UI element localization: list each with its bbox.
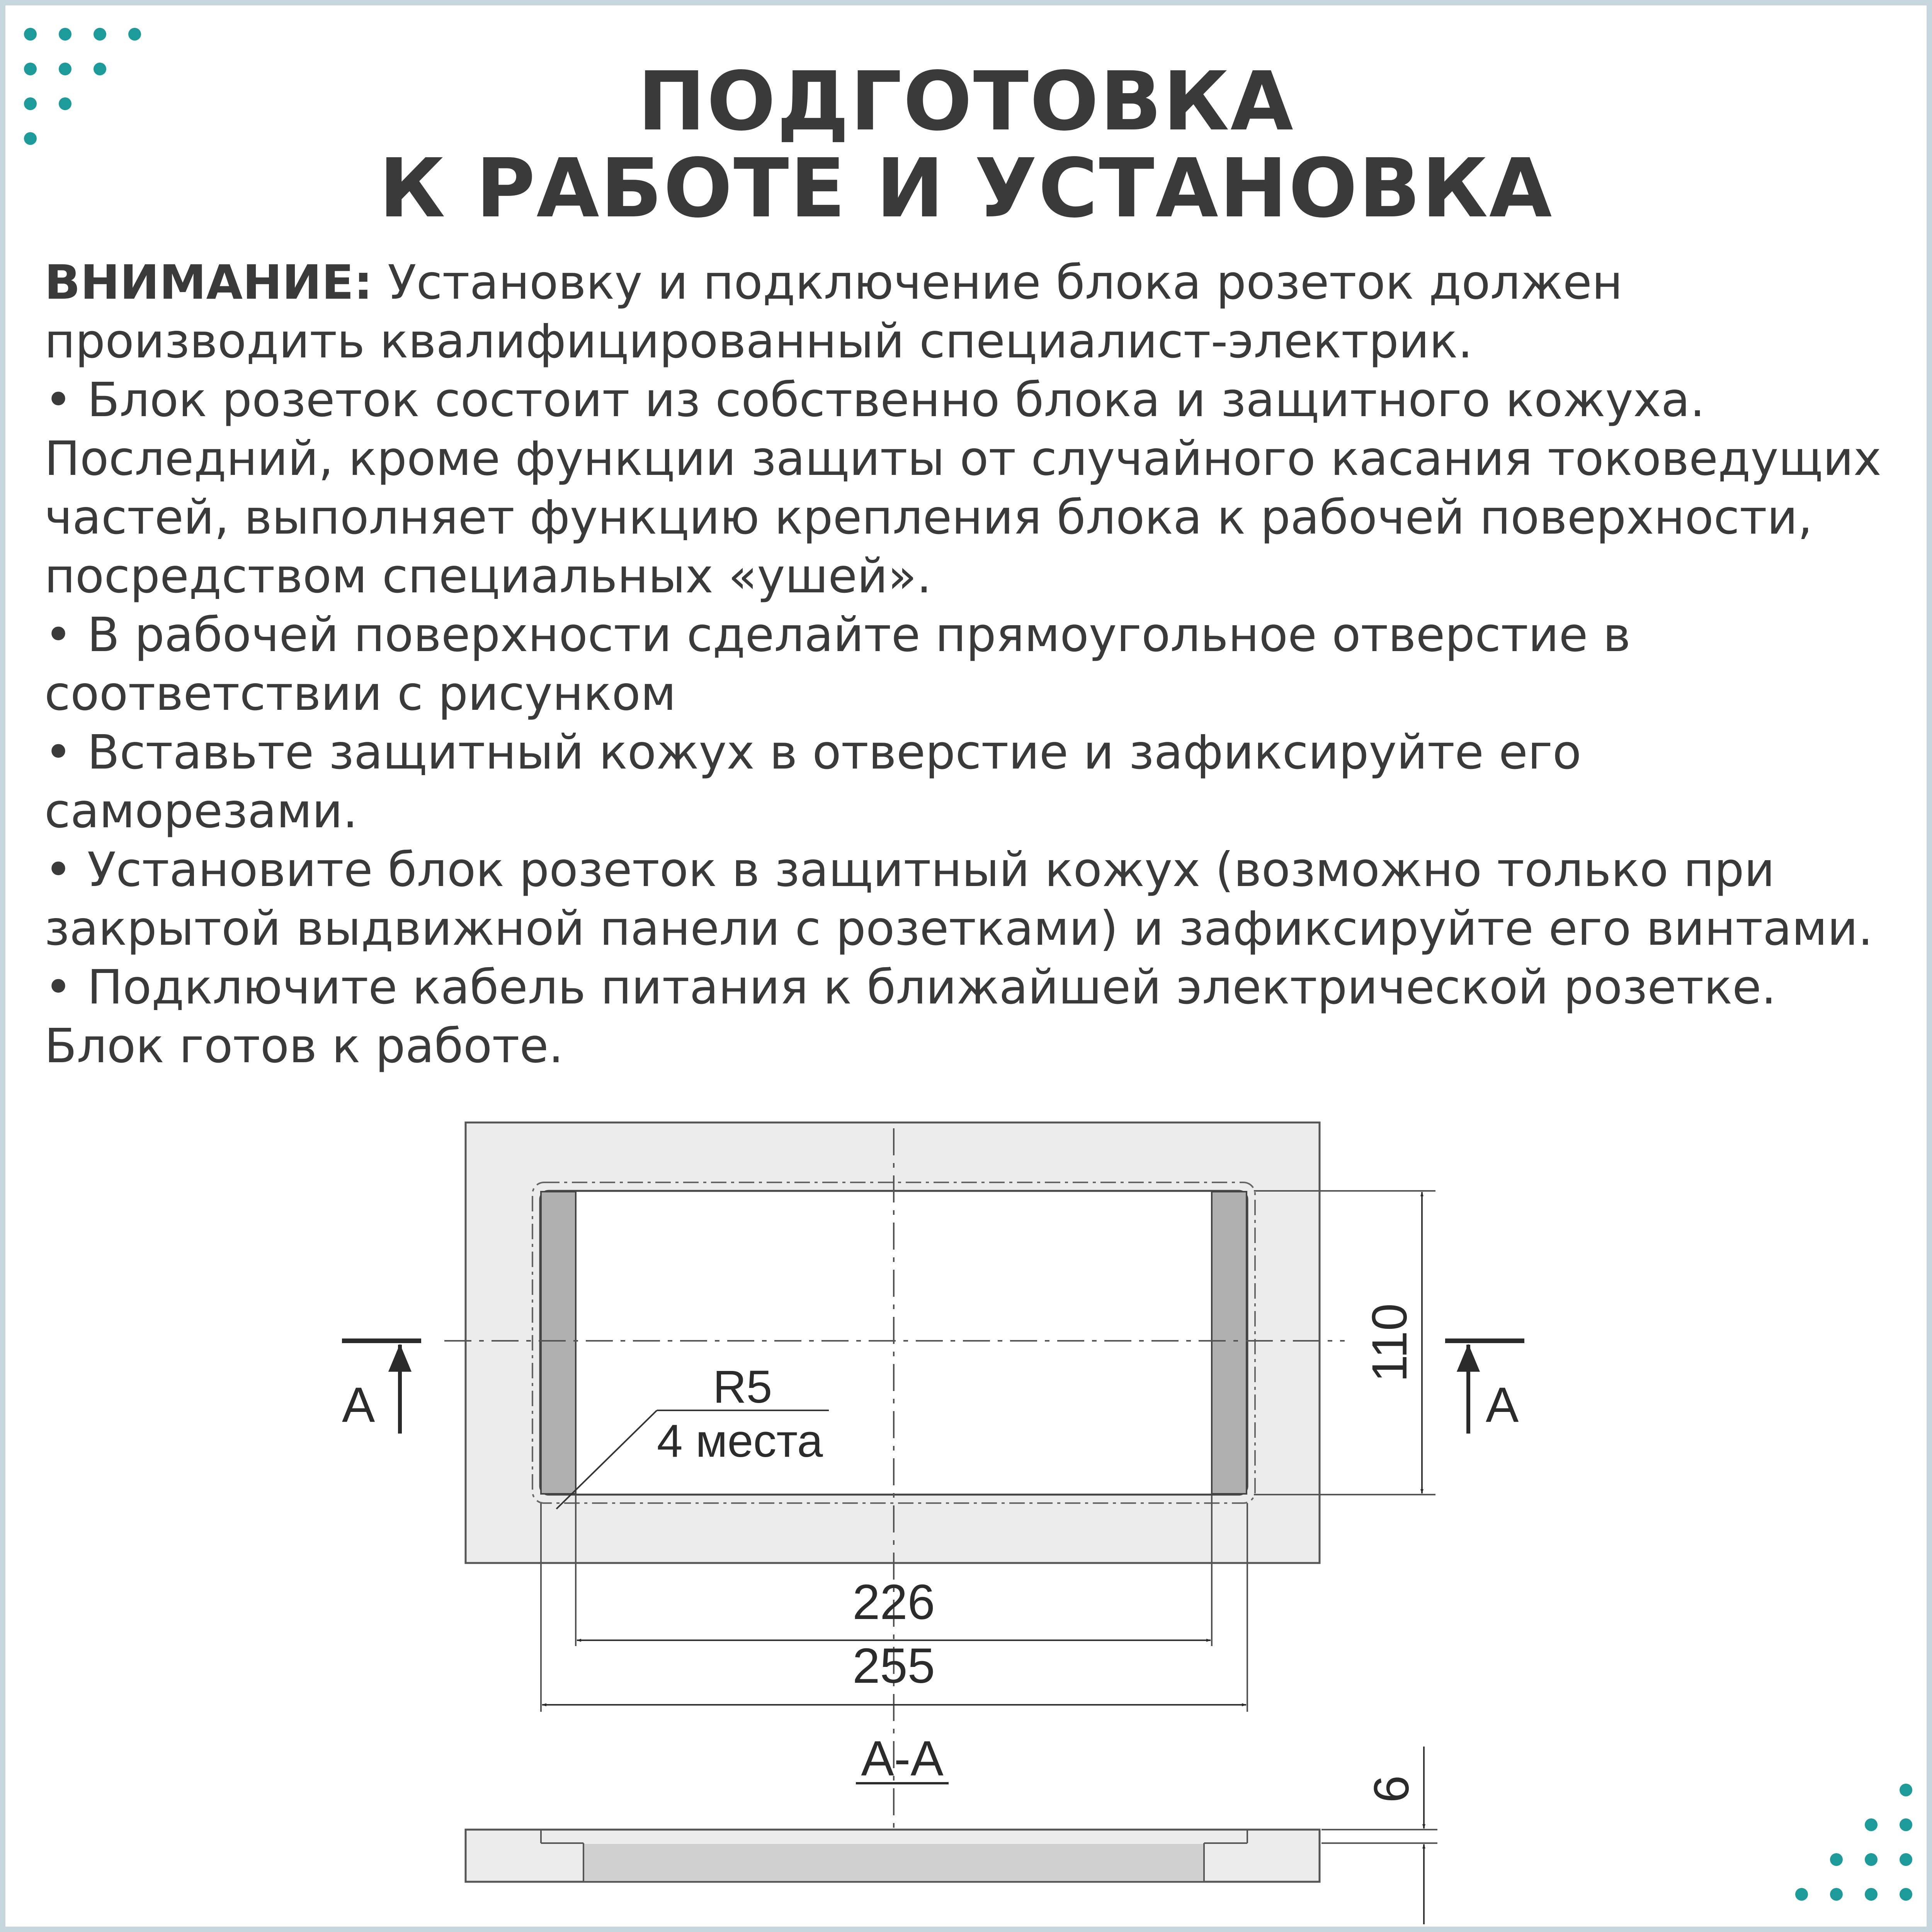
radius-label: R5 <box>713 1361 772 1413</box>
section-mark-left: A <box>342 1378 375 1433</box>
instruction-line: Блок готов к работе. <box>44 1019 564 1073</box>
instruction-line: соответствии с рисунком <box>44 666 676 721</box>
instruction-line: посредством специальных «ушей». <box>44 549 932 604</box>
instruction-line: • Подключите кабель питания к ближайшей электрической розетке. <box>44 960 1777 1015</box>
instruction-line: саморезами. <box>44 784 358 838</box>
title-line-2: К РАБОТЕ И УСТАНОВКА <box>379 141 1553 236</box>
instruction-line: закрытой выдвижной панели с розетками) и зафиксируйте его винтами. <box>44 901 1873 956</box>
instruction-line: производить квалифицированный специалист-электрик. <box>44 314 1473 369</box>
cutout-drawing <box>0 1105 1932 1932</box>
section-title: A-A <box>861 1731 944 1786</box>
dim-outer-width-label: 255 <box>852 1638 935 1694</box>
dim-depth-label: 6 <box>1364 1775 1419 1803</box>
instruction-line: Последний, кроме функции защиты от случайного касания токоведущих <box>44 431 1882 486</box>
page-title <box>0 54 1932 236</box>
title-line-1: ПОДГОТОВКА <box>638 54 1294 149</box>
instruction-line: • В рабочей поверхности сделайте прямоугольное отверстие в <box>44 607 1631 662</box>
left-rail <box>541 1192 576 1494</box>
instructions-text <box>44 253 1907 1075</box>
section-mark-right: A <box>1486 1378 1519 1433</box>
instruction-line: • Установите блок розеток в защитный кожух (возможно только при <box>44 842 1775 897</box>
right-rail <box>1212 1192 1247 1494</box>
radius-count-label: 4 места <box>657 1415 823 1467</box>
instruction-line: частей, выполняет функцию крепления блока к рабочей поверхности, <box>44 490 1813 545</box>
instruction-line: ВНИМАНИЕ: Установку и подключение блока розеток должен <box>44 255 1623 310</box>
instruction-line: • Блок розеток состоит из собственно блока и защитного кожуха. <box>44 372 1705 427</box>
dim-height-label: 110 <box>1362 1303 1417 1383</box>
instruction-line: • Вставьте защитный кожух в отверстие и зафиксируйте его <box>44 725 1582 780</box>
warning-label: ВНИМАНИЕ: <box>44 255 373 310</box>
dim-inner-width-label: 226 <box>852 1575 935 1630</box>
